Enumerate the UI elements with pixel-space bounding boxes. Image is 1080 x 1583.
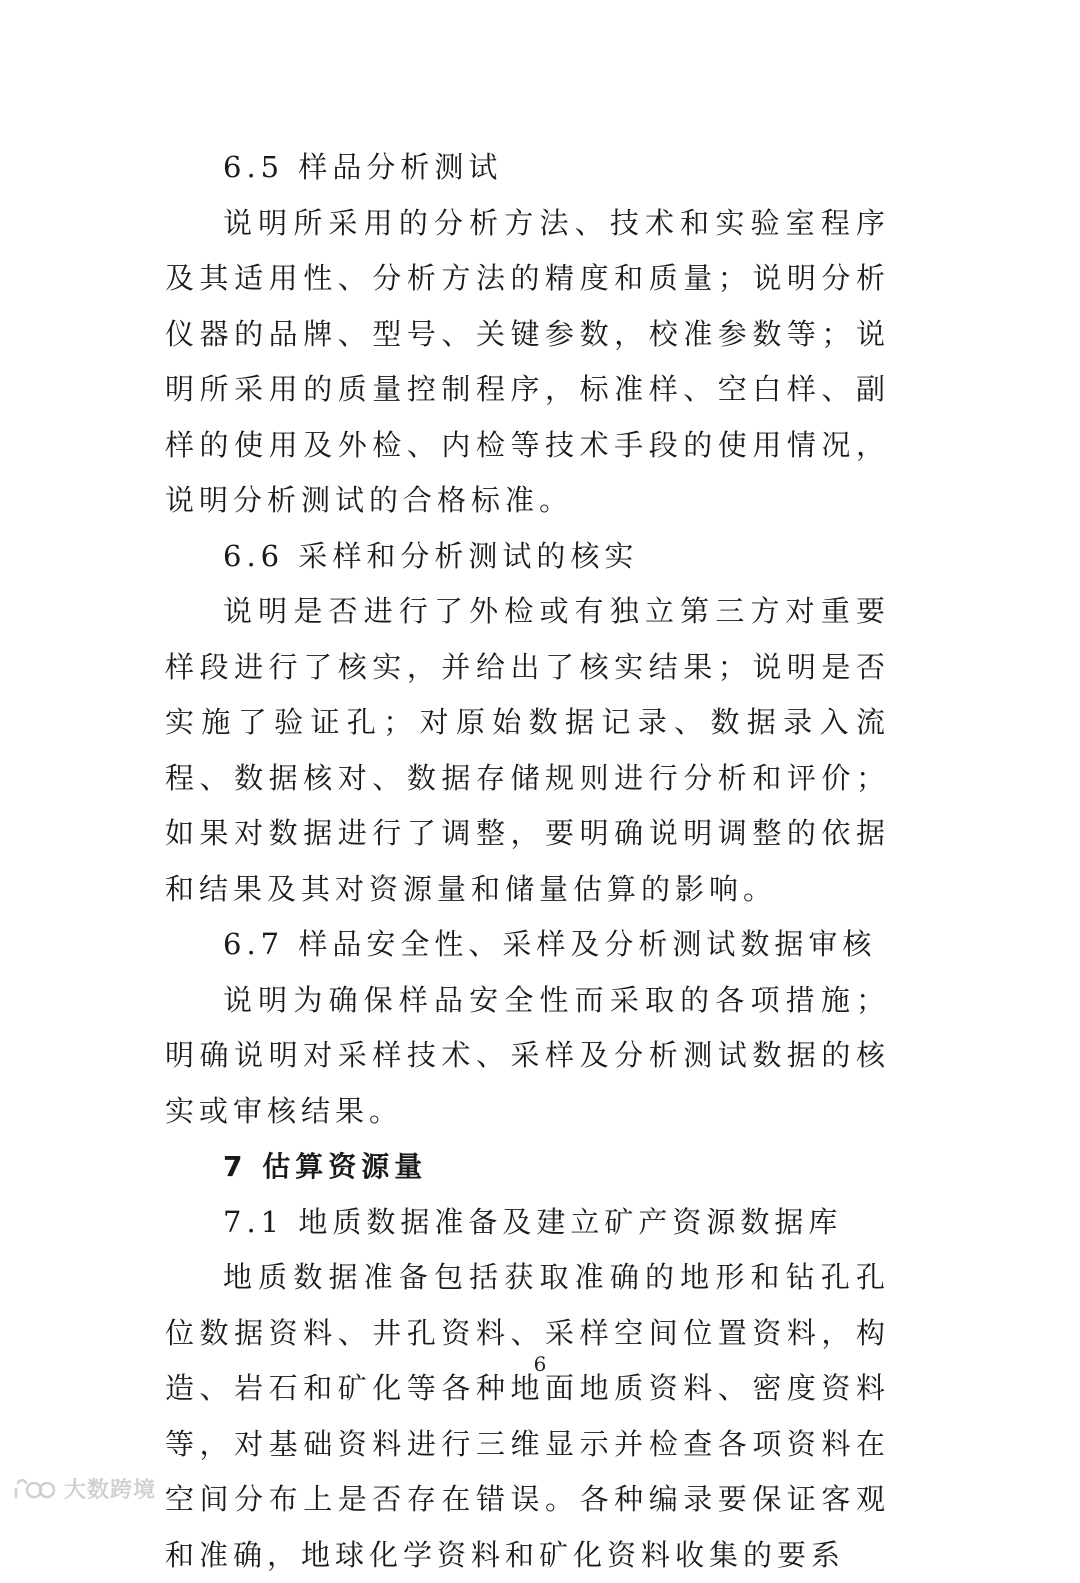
section-heading-7-1: 7.1 地质数据准备及建立矿产资源数据库 <box>223 1204 843 1239</box>
paragraph-6-7: 说明为确保样品安全性而采取的各项措施；明确说明对采样技术、采样及分析测试数据的核实或审核结果。 <box>165 982 890 1128</box>
paragraph-6-5: 说明所采用的分析方法、技术和实验室程序及其适用性、分析方法的精度和质量；说明分析仪器的品牌、型号、关键参数，校准参数等；说明所采用的质量控制程序，标准样、空白样、副样的使用及外检、内检等技术手段的使用情况，说明分析测试的合格标准。 <box>165 205 890 517</box>
watermark <box>12 1473 156 1504</box>
chapter-heading-7: 7 估算资源量 <box>223 1150 428 1183</box>
paragraph-7-1: 地质数据准备包括获取准确的地形和钻孔孔位数据资料、井孔资料、采样空间位置资料，构造、岩石和矿化等各种地面地质资料、密度资料等，对基础资料进行三维显示并检查各项资料在空间分布上是否存在错误。各种编录要保证客观和准确，地球化学资料和矿化资料收集的要系 <box>165 1260 890 1572</box>
section-heading-6-6: 6.6 采样和分析测试的核实 <box>223 538 639 573</box>
watermark-text: 大数跨境 <box>64 1478 157 1503</box>
page-number: 6 <box>533 1352 547 1376</box>
cloud-logo-icon <box>12 1476 58 1502</box>
paragraph-6-6: 说明是否进行了外检或有独立第三方对重要样段进行了核实，并给出了核实结果；说明是否实施了验证孔；对原始数据记录、数据录入流程、数据核对、数据存储规则进行分析和评价；如果对数据进行了调整，要明确说明调整的依据和结果及其对资源量和储量估算的影响。 <box>165 594 890 906</box>
section-heading-6-7: 6.7 样品安全性、采样及分析测试数据审核 <box>223 927 877 961</box>
section-heading-6-5: 6.5 样品分析测试 <box>223 150 503 184</box>
